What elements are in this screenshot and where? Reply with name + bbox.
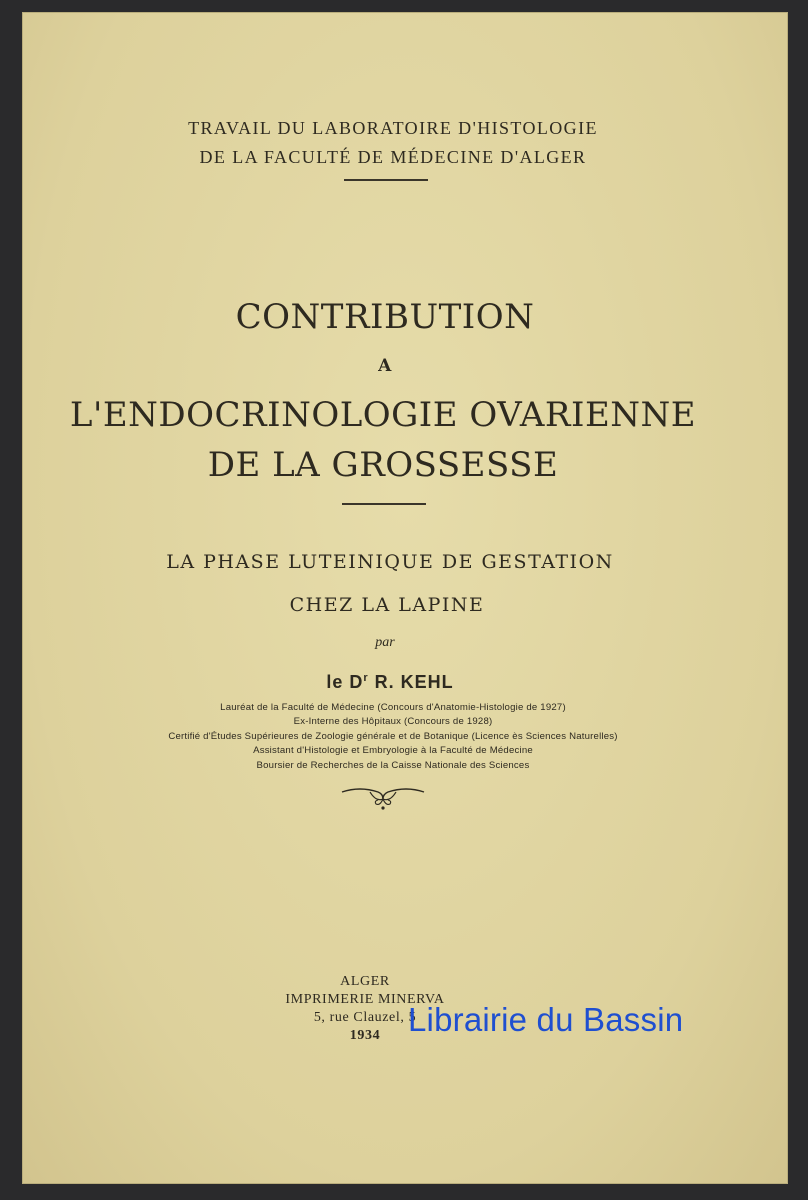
bookseller-watermark: Librairie du Bassin [408,1001,684,1038]
title-line-2: A [378,356,392,376]
credential-line-2: Ex-Interne des Hôpitaux (Concours de 1928) [293,716,493,727]
author-surname: R. KEHL [368,672,454,692]
header-divider [344,179,428,181]
publisher-address: 5, rue Clauzel, 5 [313,1010,417,1025]
header-line-2: DE LA FACULTÉ DE MÉDECINE D'ALGER [199,147,587,167]
credential-line-5: Boursier de Recherches de la Caisse Nationale des Sciences [256,760,530,771]
credential-line-3: Certifié d'Études Supérieures de Zoologie générale et de Botanique (Licence ès Sciences Naturelles) [168,731,618,742]
by-label: par [375,635,395,650]
author-superscript: r [363,672,369,684]
publisher-name: IMPRIMERIE MINERVA [285,992,445,1007]
title-line-1: CONTRIBUTION [235,297,535,337]
publisher-city: ALGER [340,974,390,989]
title-line-4: DE LA GROSSESSE [207,445,559,485]
header-line-1: TRAVAIL DU LABORATOIRE D'HISTOLOGIE [188,118,598,138]
credential-line-4: Assistant d'Histologie et Embryologie à la Faculté de Médecine [253,745,533,756]
ornament-flourish-icon [340,782,426,812]
subtitle-line-1: LA PHASE LUTEINIQUE DE GESTATION [166,551,614,573]
credential-line-1: Lauréat de la Faculté de Médecine (Concours d'Anatomie-Histologie de 1927) [220,702,566,713]
publication-year: 1934 [349,1028,381,1043]
title-divider [342,503,426,505]
title-line-3: L'ENDOCRINOLOGIE OVARIENNE [69,395,697,435]
author-prefix: le D [326,672,364,692]
author-name [7,672,773,693]
subtitle-line-2: CHEZ LA LAPINE [289,594,485,616]
